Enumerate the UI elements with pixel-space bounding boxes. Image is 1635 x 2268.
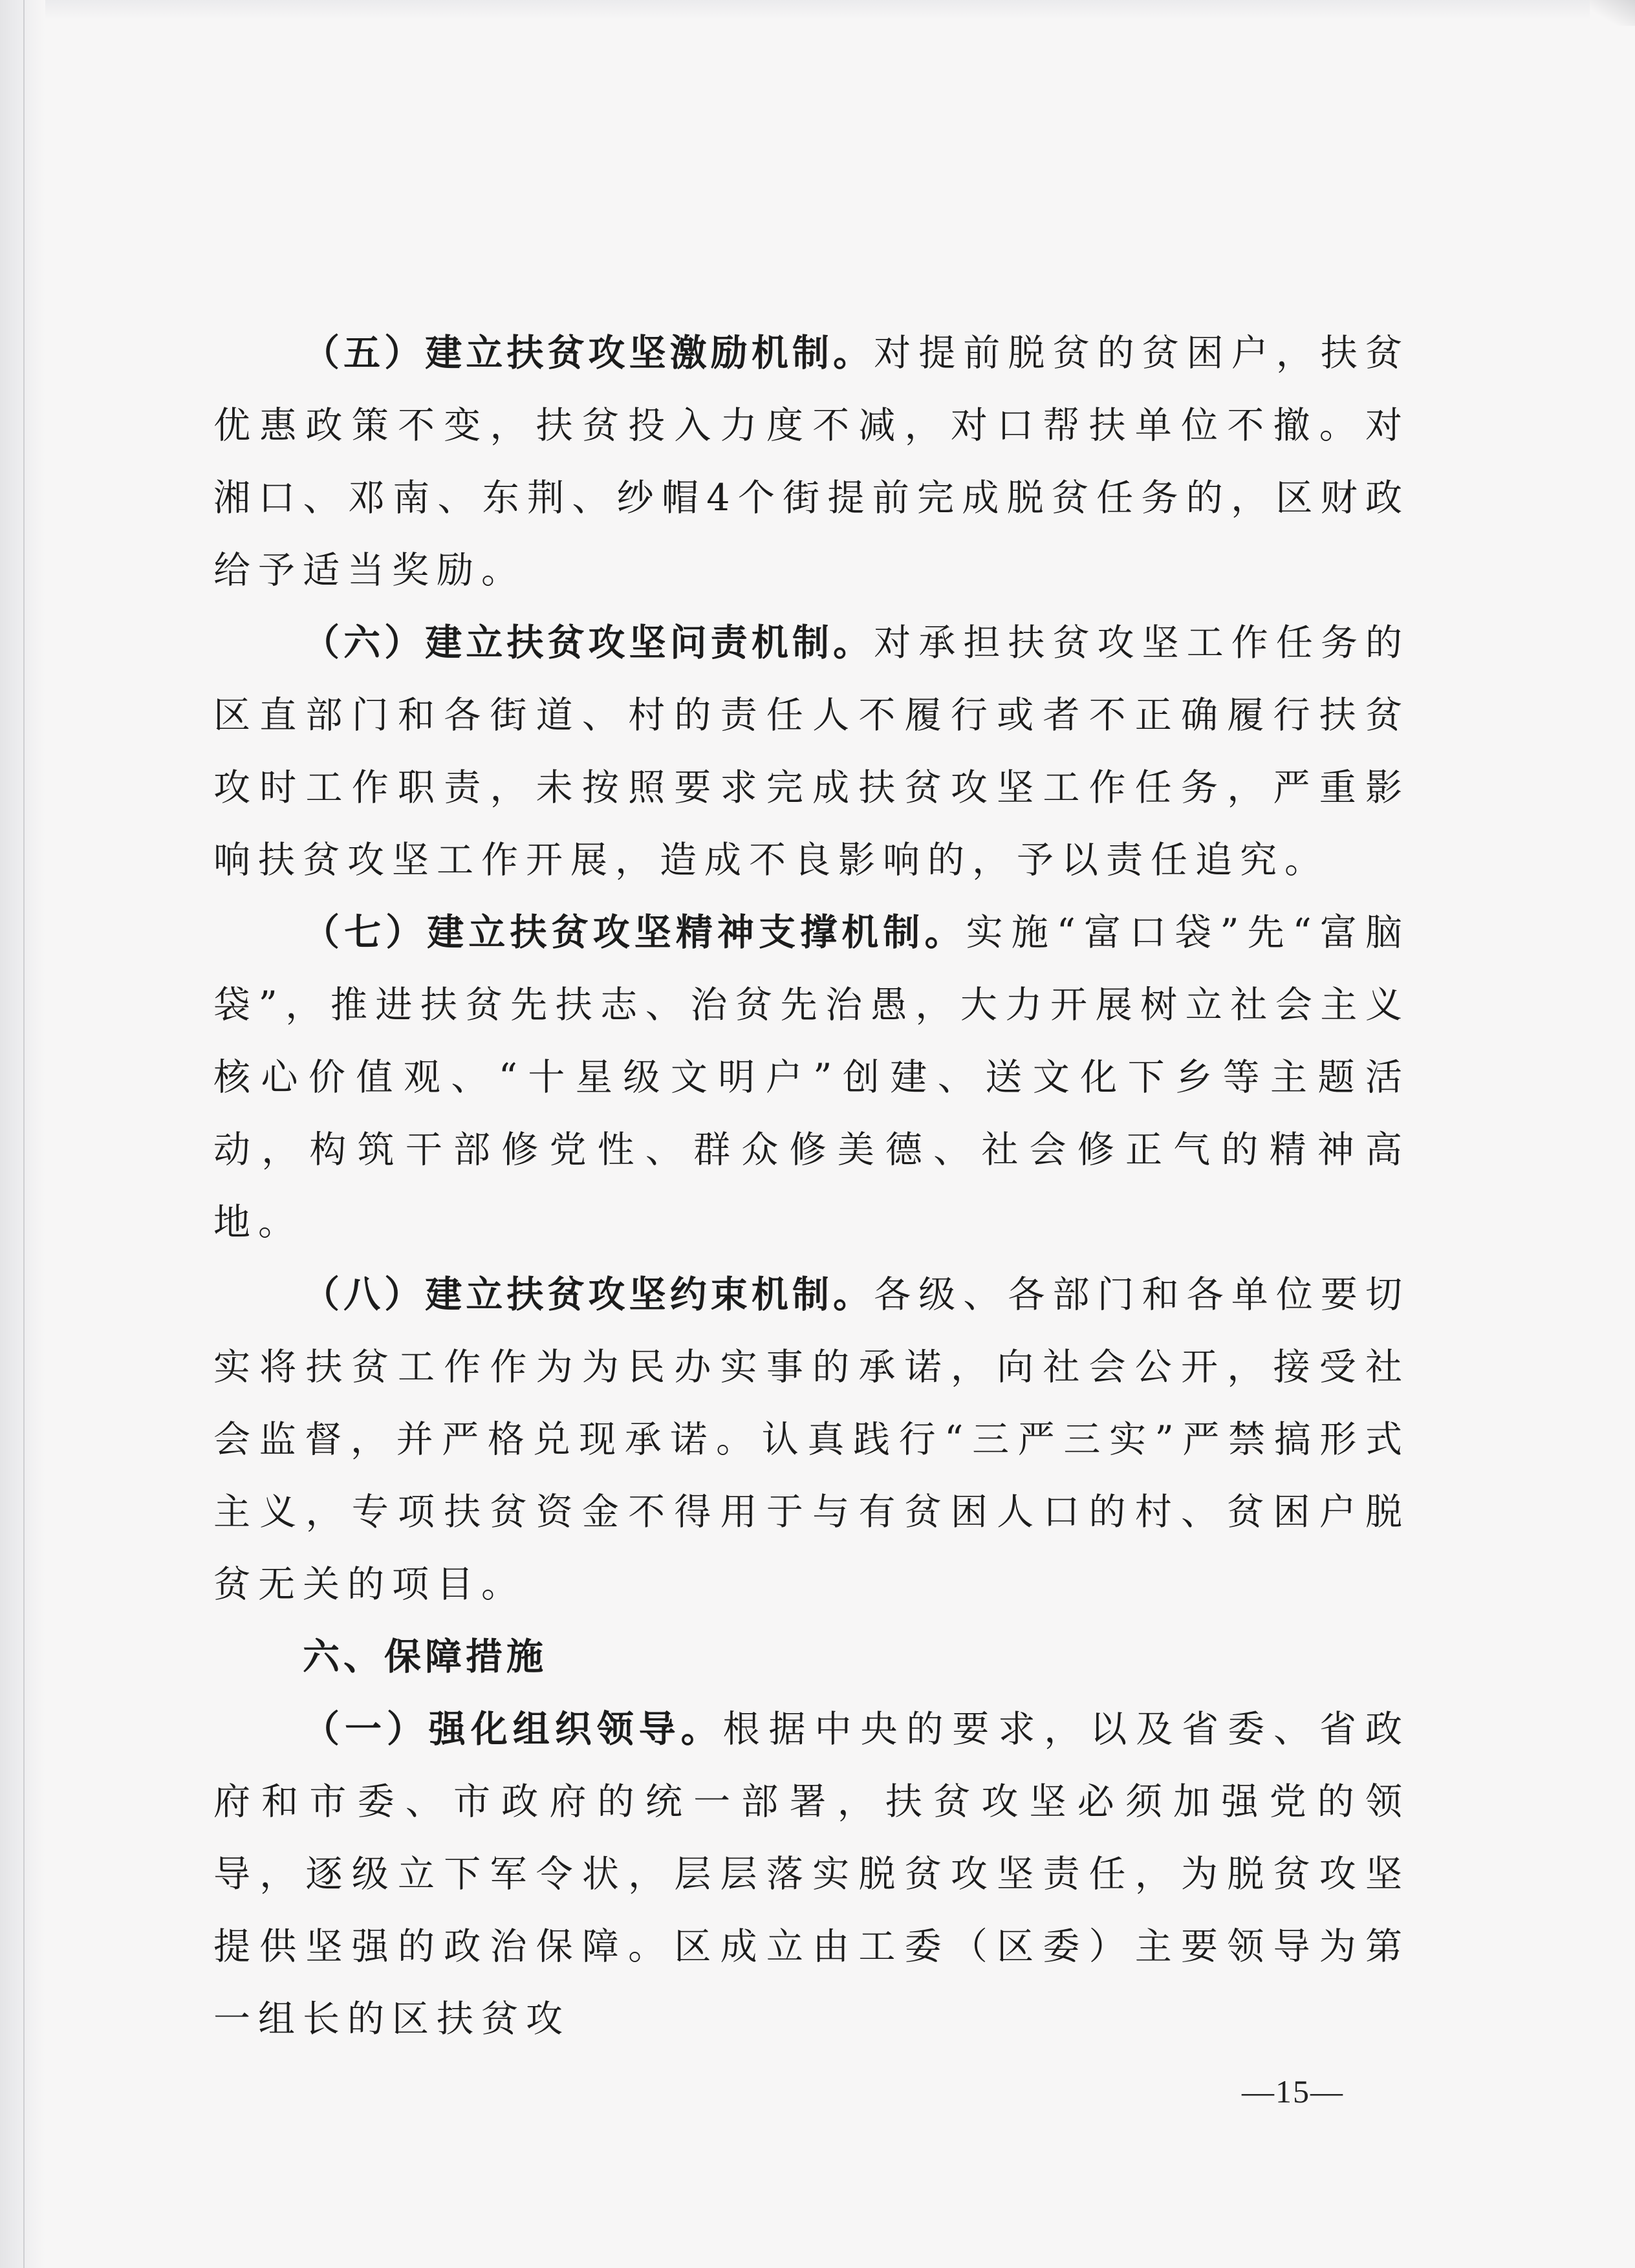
paragraph-text: 根据中央的要求，以及省委、省政府和市委、市政府的统一部署，扶贫攻坚必须加强党的领导，逐级立下军令状，层层落实脱贫攻坚责任，为脱贫攻坚提供坚强的政治保障。区成立由工委（区委）主要领导为第一组长的区扶贫攻 [213,1708,1411,2040]
paragraph-accountability-mechanism [213,607,1410,896]
paragraph-incentive-mechanism [213,317,1410,607]
page-number: —15— [1242,2073,1344,2110]
paragraph-heading: （一）强化组织领导。 [303,1708,723,1751]
paragraph-text: 各级、各部门和各单位要切实将扶贫工作作为为民办实事的承诺，向社会公开，接受社会监督，并严格兑现承诺。认真践行“三严三实”严禁搞形式主义，专项扶贫资金不得用于与有贫困人口的村、贫困户脱贫无关的项目。 [213,1273,1411,1606]
paragraph-heading: （五）建立扶贫攻坚激励机制。 [303,332,874,374]
paragraph-text: 对承担扶贫攻坚工作任务的区直部门和各街道、村的责任人不履行或者不正确履行扶贫攻时工作职责，未按照要求完成扶贫攻坚工作任务，严重影响扶贫攻坚工作开展，造成不良影响的，予以责任追究。 [213,621,1411,881]
paragraph-text: 对提前脱贫的贫困户，扶贫优惠政策不变，扶贫投入力度不减，对口帮扶单位不撤。对湘口、邓南、东荆、纱帽4个街提前完成脱贫任务的，区财政给予适当奖励。 [213,332,1411,592]
paragraph-organizational-leadership [213,1693,1410,2055]
paragraph-text: 实施“富口袋”先“富脑袋”，推进扶贫先扶志、治贫先治愚，大力开展树立社会主义核心价值观、“十星级文明户”创建、送文化下乡等主题活动，构筑干部修党性、群众修美德、社会修正气的精神高地。 [213,911,1411,1244]
binding-shadow [0,0,45,2268]
document-body [213,317,1410,2055]
section-title: 六、保障措施 [303,1636,547,1678]
paragraph-heading: （八）建立扶贫攻坚约束机制。 [303,1273,874,1316]
page-edge-line [23,0,25,2268]
page-top-shadow [0,0,1635,19]
paragraph-heading: （六）建立扶贫攻坚问责机制。 [303,621,874,664]
paragraph-heading: （七）建立扶贫攻坚精神支撑机制。 [303,911,966,954]
paragraph-constraint-mechanism [213,1258,1410,1621]
paragraph-spiritual-support-mechanism [213,896,1410,1258]
page-corner-shadow [1590,0,1635,26]
